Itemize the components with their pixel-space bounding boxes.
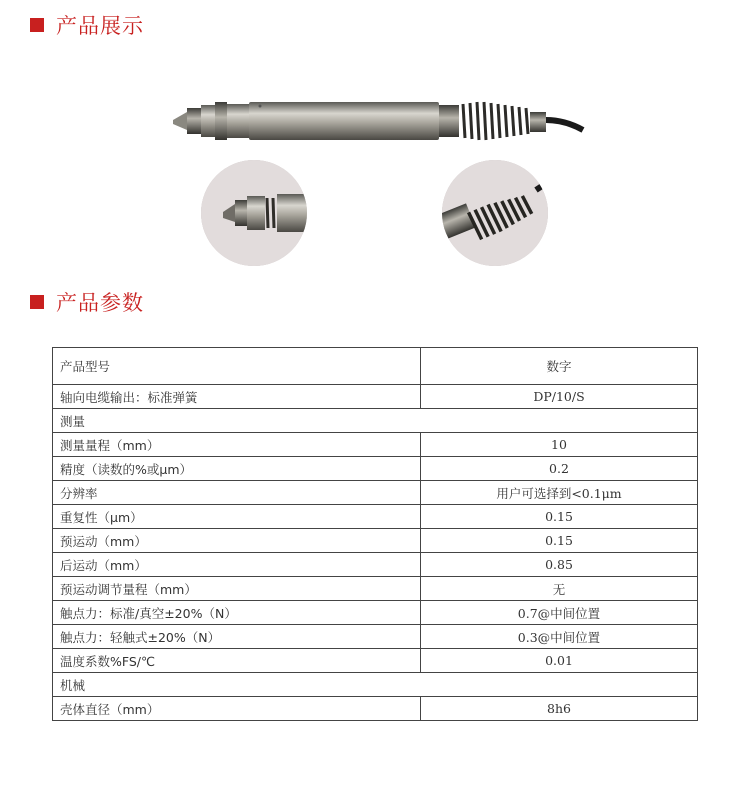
row-value: 用户可选择到<0.1μm: [421, 481, 698, 505]
section-header-product-params: [30, 287, 144, 317]
row-value: 0.15: [421, 505, 698, 529]
row-value: 10: [421, 433, 698, 457]
row-label: 预运动（mm）: [53, 529, 421, 553]
row-label: 预运动调节量程（mm）: [53, 577, 421, 601]
section-title: 产品展示: [56, 14, 144, 38]
zoom-tip-image: [201, 160, 307, 266]
row-value: 0.2: [421, 457, 698, 481]
table-row: [53, 649, 698, 673]
row-value: 0.15: [421, 529, 698, 553]
row-value: 数字: [421, 348, 698, 385]
table-row: [53, 553, 698, 577]
row-label: 产品型号: [53, 348, 421, 385]
row-value: DP/10/S: [421, 385, 698, 409]
table-row: [53, 697, 698, 721]
probe-tip-closeup: [201, 160, 307, 266]
row-label: 后运动（mm）: [53, 553, 421, 577]
row-value: 8h6: [421, 697, 698, 721]
table-row: [53, 348, 698, 385]
table-row-group: [53, 409, 698, 433]
row-label: 分辨率: [53, 481, 421, 505]
table-row: [53, 577, 698, 601]
row-value: 0.3@中间位置: [421, 625, 698, 649]
row-label: 触点力：标准/真空±20%（N）: [53, 601, 421, 625]
row-value: 无: [421, 577, 698, 601]
row-label: 壳体直径（mm）: [53, 697, 421, 721]
group-label: 测量: [53, 409, 698, 433]
row-label: 轴向电缆输出：标准弹簧: [53, 385, 421, 409]
row-value: 0.01: [421, 649, 698, 673]
row-value: 0.7@中间位置: [421, 601, 698, 625]
table-row: [53, 529, 698, 553]
table-row: [53, 601, 698, 625]
params-table: [52, 347, 698, 721]
section-title: 产品参数: [56, 291, 144, 315]
row-label: 温度系数%FS/℃: [53, 649, 421, 673]
row-label: 测量量程（mm）: [53, 433, 421, 457]
table-row: [53, 385, 698, 409]
table-row: [53, 433, 698, 457]
row-value: 0.85: [421, 553, 698, 577]
row-label: 精度（读数的%或μm）: [53, 457, 421, 481]
section-header-product-display: [30, 10, 144, 40]
section-marker: [30, 18, 44, 32]
table-row-group: [53, 673, 698, 697]
table-row: [53, 457, 698, 481]
section-marker: [30, 295, 44, 309]
group-label: 机械: [53, 673, 698, 697]
row-label: 重复性（μm）: [53, 505, 421, 529]
spring-closeup: [442, 160, 548, 266]
zoom-spring-image: [442, 160, 548, 266]
row-label: 触点力：轻触式±20%（N）: [53, 625, 421, 649]
table-row: [53, 505, 698, 529]
table-row: [53, 481, 698, 505]
table-row: [53, 625, 698, 649]
probe-image: [165, 90, 595, 160]
